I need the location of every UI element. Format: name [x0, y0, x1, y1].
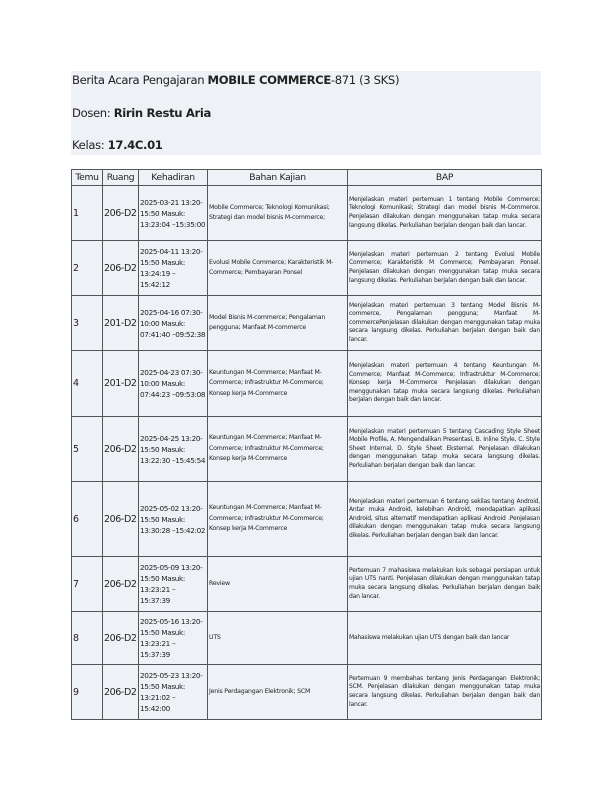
cell-bahan-kajian: Keuntungan M-Commerce; Manfaat M-Commerce; Infrastruktur M-Commerce; Konsep kerja M-Commerce	[208, 351, 348, 417]
table-row	[72, 296, 542, 351]
table-row	[72, 482, 542, 557]
cell-temu: 2	[72, 241, 103, 296]
cell-temu: 9	[72, 665, 103, 720]
cell-ruang: 206-D2	[103, 186, 139, 241]
header-bahan-kajian: Bahan Kajian	[208, 170, 348, 186]
table-row	[72, 241, 542, 296]
cell-bahan-kajian: Evolusi Mobile Commerce; Karakteristik M-Commerce; Pembayaran Ponsel	[208, 241, 348, 296]
table-header-row	[72, 170, 542, 186]
cell-kehadiran: 2025-04-25 13:20-15:50 Masuk: 13:22:30 –15:45:54	[139, 417, 208, 482]
course-name: MOBILE COMMERCE	[207, 73, 331, 87]
table-row	[72, 417, 542, 482]
cell-bap: Menjelaskan materi pertemuan 3 tentang Model Bisnis M-commerce, Pengalaman pengguna; Manfaat M-commercePenjelasan dilakukan dengan menggunakan tatap muka secara langsung dikelas. Perkuliahan berjalan dengan baik dan lancar.	[348, 296, 542, 351]
cell-bahan-kajian: Mobile Commerce; Teknologi Komunikasi; Strategi dan model bisnis M-commerce;	[208, 186, 348, 241]
cell-bahan-kajian: Model Bisnis M-commerce; Pengalaman pengguna; Manfaat M-commerce	[208, 296, 348, 351]
cell-kehadiran: 2025-04-23 07:30-10:00 Masuk: 07:44:23 –09:53:08	[139, 351, 208, 417]
cell-ruang: 206-D2	[103, 417, 139, 482]
cell-bahan-kajian: Keuntungan M-Commerce; Manfaat M-Commerce; Infrastruktur M-Commerce; Konsep kerja M-Commerce	[208, 417, 348, 482]
table-row	[72, 351, 542, 417]
cell-bap: Menjelaskan materi pertemuan 6 tentang sekilas tentang Android, Antar muka Android, kelebihan Android, mendapatkan aplikasi Android, situs alternatif mendapatkan aplikasi Android .Penjelasan dilakukan dengan menggunakan tatap muka secara langsung dikelas. Perkuliahan berjalan dengan baik dan lancar.	[348, 482, 542, 557]
cell-ruang: 201-D2	[103, 351, 139, 417]
cell-bap: Menjelaskan materi pertemuan 1 tentang Mobile Commerce; Teknologi Komunikasi; Strategi dan model bisnis M-Commerce. Penjelasan dilakukan dengan menggunakan tatap muka secara langsung dikelas. Perkuliahan berjalan dengan baik dan lancar.	[348, 186, 542, 241]
cell-kehadiran: 2025-05-02 13:20-15:50 Masuk: 13:30:28 –15:42:02	[139, 482, 208, 557]
cell-bahan-kajian: Keuntungan M-Commerce; Manfaat M-Commerce; Infrastruktur M-Commerce; Konsep kerja M-Commerce	[208, 482, 348, 557]
cell-temu: 3	[72, 296, 103, 351]
cell-ruang: 206-D2	[103, 612, 139, 665]
title-suffix: -871 (3 SKS)	[330, 73, 400, 87]
cell-temu: 7	[72, 557, 103, 612]
class-line	[72, 138, 163, 152]
table-row	[72, 612, 542, 665]
cell-ruang: 206-D2	[103, 482, 139, 557]
cell-kehadiran: 2025-05-16 13:20-15:50 Masuk: 13:23:21 – 15:37:39	[139, 612, 208, 665]
header-temu: Temu	[72, 170, 103, 186]
class-name: 17.4C.01	[107, 138, 163, 152]
cell-bap: Menjelaskan materi pertemuan 5 tentang Cascading Style Sheet Mobile Profile, A. Mengendalikan Presentasi, B. Inline Style, C. Style Sheet Internal, D. Style Sheet Eksternal. Penjelasan dilakukan dengan menggunakan tatap muka secara langsung dikelas. Perkuliahan berjalan dengan baik dan lancar.	[348, 417, 542, 482]
lecturer-label: Dosen:	[72, 106, 114, 120]
cell-kehadiran: 2025-04-11 13:20-15:50 Masuk: 13:24:19 – 15:42:12	[139, 241, 208, 296]
cell-kehadiran: 2025-03-21 13:20-15:50 Masuk: 13:23:04 –15:35:00	[139, 186, 208, 241]
cell-kehadiran: 2025-04-16 07:30-10:00 Masuk: 07:41:40 –09:52:38	[139, 296, 208, 351]
class-label: Kelas:	[72, 138, 108, 152]
cell-bahan-kajian: Jenis Perdagangan Elektronik; SCM	[208, 665, 348, 720]
cell-bap: Menjelaskan materi pertemuan 2 tentang Evolusi Mobile Commerce; Karakteristik M Commerce; Pembayaran Ponsel. Penjelasan dilakukan dengan menggunakan tatap muka secara langsung dikelas. Perkuliahan berjalan dengan baik dan lancar.	[348, 241, 542, 296]
table-row	[72, 665, 542, 720]
cell-ruang: 201-D2	[103, 296, 139, 351]
cell-bahan-kajian: Review	[208, 557, 348, 612]
teaching-record-table	[71, 169, 542, 720]
header-kehadiran: Kehadiran	[139, 170, 208, 186]
lecturer-name: Ririn Restu Aria	[113, 106, 211, 120]
document-title	[72, 73, 399, 87]
cell-temu: 1	[72, 186, 103, 241]
table-row	[72, 186, 542, 241]
cell-bap: Pertemuan 7 mahasiswa melakukan kuis sebagai persiapan untuk ujian UTS nanti. Penjelasan dilakukan dengan menggunakan tatap muka secara langsung dikelas. Perkuliahan berjalan dengan baik dan lancar.	[348, 557, 542, 612]
header-bap: BAP	[348, 170, 542, 186]
cell-temu: 4	[72, 351, 103, 417]
cell-ruang: 206-D2	[103, 241, 139, 296]
lecturer-line	[72, 106, 211, 120]
header-ruang: Ruang	[103, 170, 139, 186]
cell-bap: Menjelaskan materi pertemuan 4 tentang Keuntungan M-Commerce; Manfaat M-Commerce; Infrastruktur M-Commerce; Konsep kerja M-Commerce Penjelasan dilakukan dengan menggunakan tatap muka secara langsung dikelas. Perkuliahan berjalan dengan baik dan lancar.	[348, 351, 542, 417]
cell-bap: Mahasiswa melakukan ujian UTS dengan baik dan lancar	[348, 612, 542, 665]
cell-ruang: 206-D2	[103, 665, 139, 720]
table-row	[72, 557, 542, 612]
cell-temu: 5	[72, 417, 103, 482]
title-prefix: Berita Acara Pengajaran	[72, 73, 208, 87]
cell-ruang: 206-D2	[103, 557, 139, 612]
cell-kehadiran: 2025-05-09 13:20-15:50 Masuk: 13:23:21 – 15:37:39	[139, 557, 208, 612]
cell-bap: Pertemuan 9 membahas tentang Jenis Perdagangan Elektronik; SCM. Penjelasan dilakukan dengan menggunakan tatap muka secara langsung dikelas. Perkuliahan berjalan dengan baik dan lancar.	[348, 665, 542, 720]
cell-kehadiran: 2025-05-23 13:20-15:50 Masuk: 13:21:02 – 15:42:00	[139, 665, 208, 720]
cell-temu: 8	[72, 612, 103, 665]
cell-bahan-kajian: UTS	[208, 612, 348, 665]
cell-temu: 6	[72, 482, 103, 557]
